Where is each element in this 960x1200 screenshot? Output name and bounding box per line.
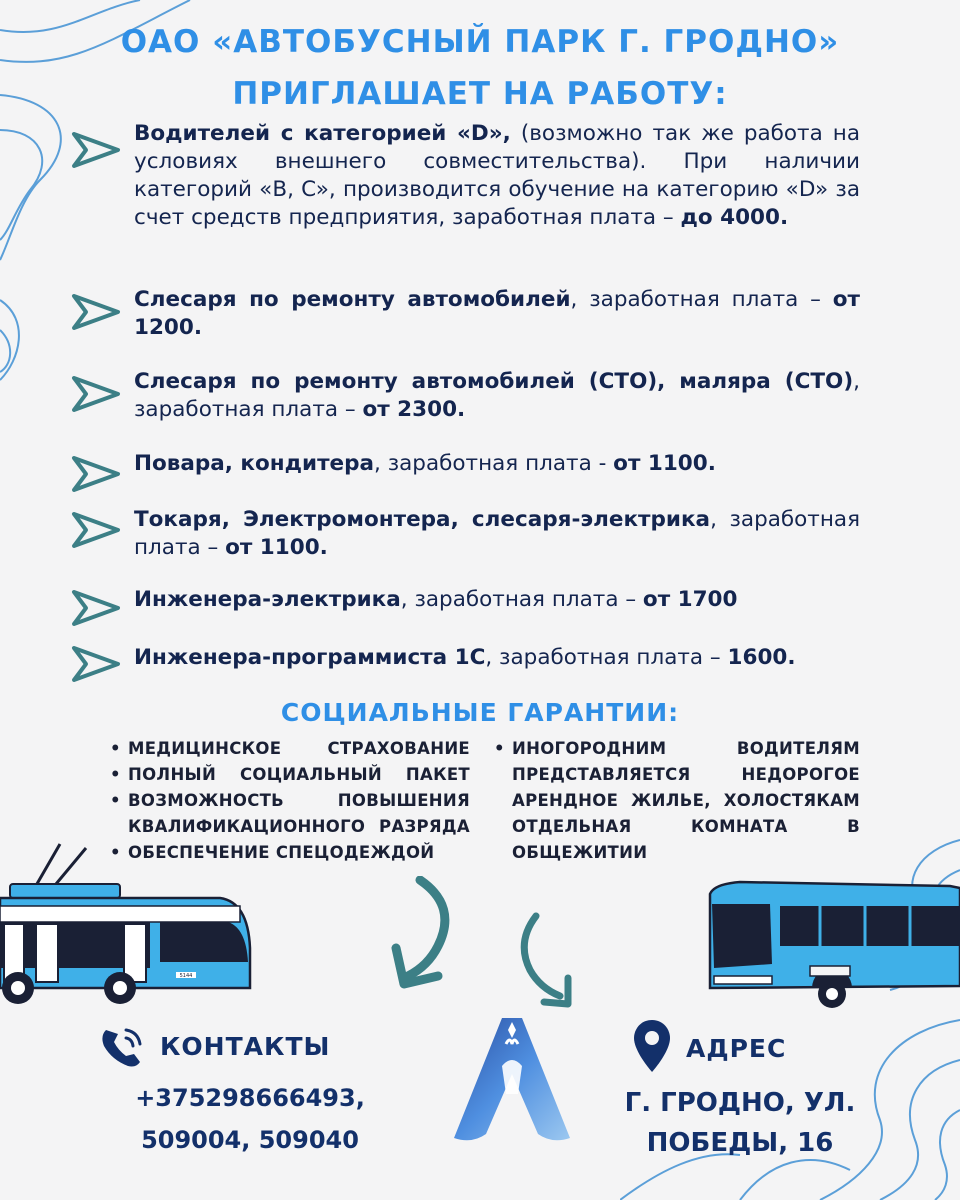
location-pin-icon (632, 1018, 672, 1074)
address-line-2: ПОБЕДЫ, 16 (646, 1128, 834, 1158)
bus-illustration (700, 876, 960, 1016)
arrow-right-icon (70, 372, 122, 416)
vacancy-turner (134, 506, 860, 562)
header-title-line1: ОАО «АВТОБУСНЫЙ ПАРК Г. ГРОДНО» (120, 24, 840, 60)
list-item: • ОБЕСПЕЧЕНИЕ СПЕЦОДЕЖДОЙ (110, 843, 435, 862)
vacancy-driver (134, 120, 860, 232)
vacancy-title: Слесаря по ремонту автомобилей (134, 287, 571, 312)
vacancy-mechanic (134, 286, 860, 342)
vacancy-salary: 1600. (727, 645, 796, 670)
vacancy-salary: от 1700 (642, 587, 738, 612)
social-guarantees-title: СОЦИАЛЬНЫЕ ГАРАНТИИ: (280, 698, 680, 727)
vacancy-cook (134, 450, 860, 478)
phone-icon (98, 1026, 148, 1070)
vacancy-title: Инженера-электрика (134, 587, 401, 612)
arrow-right-icon (70, 508, 122, 552)
vacancy-text: , заработная плата – (134, 507, 860, 560)
vacancy-text: , заработная плата – (570, 287, 833, 312)
logo-deer-icon (452, 1014, 572, 1144)
vacancy-title: Водителей с категорией «D», (134, 121, 511, 146)
vacancy-salary: от 1200. (134, 287, 860, 340)
vacancy-text: , заработная плата – (400, 587, 643, 612)
vacancy-text: , заработная плата - (374, 451, 614, 476)
vacancy-text: , заработная плата – (134, 369, 860, 422)
list-item: • МЕДИЦИНСКОЕ СТРАХОВАНИЕ (110, 739, 470, 758)
contacts-phone-1: +375298666493, (135, 1084, 365, 1112)
vacancy-title: Слесаря по ремонту автомобилей (СТО), маляра (СТО) (134, 369, 854, 394)
vacancy-salary: от 2300. (362, 397, 466, 422)
vacancy-text: , заработная плата – (485, 645, 728, 670)
vacancy-programmer (134, 644, 860, 672)
arrow-right-icon (70, 290, 122, 334)
list-item: • ПОЛНЫЙ СОЦИАЛЬНЫЙ ПАКЕТ (110, 765, 470, 784)
header-title-line2: ПРИГЛАШАЕТ НА РАБОТУ: (232, 76, 728, 112)
vacancy-salary: до 4000. (680, 205, 789, 230)
trolleybus-number: 5144 (179, 973, 193, 979)
vacancy-title: Токаря, Электромонтера, слесаря-электрика (134, 507, 711, 532)
arrow-right-icon (70, 586, 122, 630)
list-item: • ВОЗМОЖНОСТЬ ПОВЫШЕНИЯ КВАЛИФИКАЦИОННОГО РАЗРЯДА (110, 791, 470, 836)
curved-arrow-left (388, 876, 468, 996)
vacancy-salary: от 1100. (613, 451, 716, 476)
social-list-right (494, 736, 860, 866)
trolleybus-illustration (0, 838, 256, 1018)
vacancy-mechanic-sto (134, 368, 860, 424)
address-line-1: Г. ГРОДНО, УЛ. (624, 1088, 856, 1118)
vacancy-title: Инженера-программиста 1С (134, 645, 486, 670)
contacts-title: КОНТАКТЫ (160, 1032, 331, 1061)
list-item: • ИНОГОРОДНИМ ВОДИТЕЛЯМ ПРЕДСТАВЛЯЕТСЯ НЕДОРОГОЕ АРЕНДНОЕ ЖИЛЬЕ, ХОЛОСТЯКАМ ОТДЕЛЬНАЯ КОМНАТА В ОБЩЕЖИТИИ (494, 739, 860, 862)
vacancy-title: Повара, кондитера (134, 451, 375, 476)
arrow-right-icon (70, 128, 122, 172)
contacts-phone-2: 509004, 509040 (141, 1126, 359, 1154)
curved-arrow-right (516, 912, 586, 1012)
vacancy-salary: от 1100. (225, 535, 328, 560)
vacancy-electrical-engineer (134, 586, 860, 614)
arrow-right-icon (70, 452, 122, 496)
address-title: АДРЕС (686, 1034, 787, 1063)
arrow-right-icon (70, 642, 122, 686)
vacancy-text: (возможно так же работа на условиях внешнего совместительства). При наличии категорий «B, C», производится обучение на категорию «D» за счет средств предприятия, заработная плата – (134, 121, 861, 230)
